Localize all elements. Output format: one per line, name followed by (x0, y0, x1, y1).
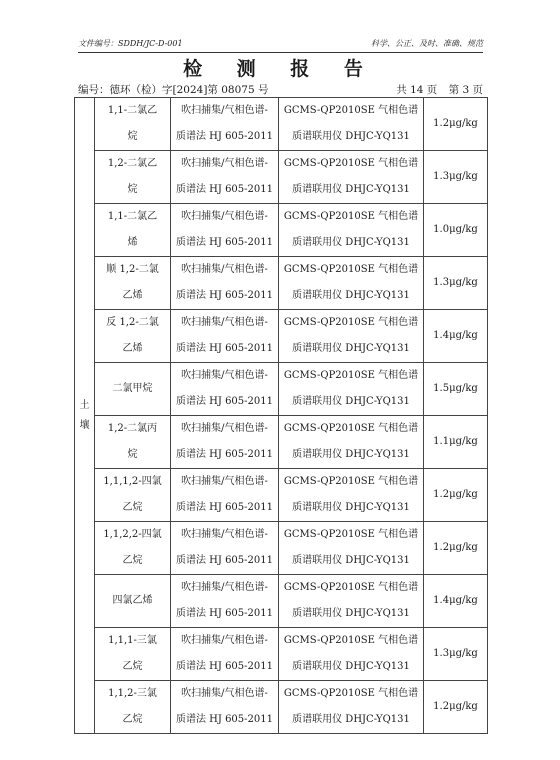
table-row (75, 363, 488, 416)
test-method-cell (171, 363, 279, 416)
instrument-cell-line: 质谱联用仪 DHJC-YQ131 (292, 449, 410, 460)
detection-limit-cell: 1.1μg/kg (424, 416, 488, 469)
detection-limit-cell: 1.3μg/kg (424, 151, 488, 204)
test-item-cell (95, 257, 171, 310)
test-item-cell-line: 1,1,2-三氯 (108, 688, 157, 699)
instrument-cell (279, 98, 424, 151)
instrument-cell-line: GCMS-QP2010SE 气相色谱 (283, 370, 419, 381)
test-method-cell (171, 204, 279, 257)
test-item-cell (95, 575, 171, 628)
test-item-cell-line: 反 1,2-二氯 (106, 317, 159, 328)
report-title: 检 测 报 告 (183, 58, 377, 80)
header-slogan: 科学、公正、及时、准确、规范 (371, 39, 483, 48)
test-item-cell (95, 628, 171, 681)
instrument-cell (279, 257, 424, 310)
instrument-cell-line: 质谱联用仪 DHJC-YQ131 (292, 237, 410, 248)
test-method-cell-line: 质谱法 HJ 605-2011 (175, 343, 273, 354)
report-number: 编号：德环（检）字[2024]第 08075 号 (78, 84, 269, 96)
table-row (75, 98, 488, 151)
test-method-cell-line: 质谱法 HJ 605-2011 (175, 555, 273, 566)
instrument-cell-line: GCMS-QP2010SE 气相色谱 (283, 688, 419, 699)
test-item-cell-line: 乙烷 (122, 661, 143, 672)
instrument-cell-line: GCMS-QP2010SE 气相色谱 (283, 423, 419, 434)
test-item-cell-line: 1,1-二氯乙 (107, 211, 158, 222)
test-method-cell-line: 吹扫捕集/气相色谱- (181, 476, 268, 487)
instrument-cell-line: GCMS-QP2010SE 气相色谱 (283, 317, 419, 328)
test-item-cell (95, 522, 171, 575)
detection-limit-cell: 1.4μg/kg (424, 310, 488, 363)
detection-method-table (74, 97, 488, 734)
test-item-cell-line: 1,1,1-三氯 (108, 635, 157, 646)
detection-limit-cell: 1.0μg/kg (424, 204, 488, 257)
instrument-cell (279, 522, 424, 575)
test-item-cell-line: 1,1,2,2-四氯 (103, 529, 162, 540)
instrument-cell (279, 363, 424, 416)
test-item-cell (95, 469, 171, 522)
instrument-cell (279, 204, 424, 257)
instrument-cell (279, 575, 424, 628)
test-method-cell (171, 522, 279, 575)
table-row (75, 310, 488, 363)
table-row (75, 257, 488, 310)
test-method-cell-line: 吹扫捕集/气相色谱- (181, 105, 268, 116)
instrument-cell-line: GCMS-QP2010SE 气相色谱 (283, 158, 419, 169)
table-row (75, 204, 488, 257)
test-item-cell-line: 二氯甲烷 (112, 383, 153, 394)
test-method-cell-line: 吹扫捕集/气相色谱- (181, 423, 268, 434)
test-method-cell-line: 质谱法 HJ 605-2011 (175, 608, 273, 619)
detection-limit-cell: 1.5μg/kg (424, 363, 488, 416)
instrument-cell (279, 628, 424, 681)
instrument-cell (279, 416, 424, 469)
instrument-cell (279, 681, 424, 734)
header-divider (78, 52, 483, 53)
detection-limit-cell: 1.2μg/kg (424, 522, 488, 575)
test-item-cell-line: 乙烯 (122, 343, 143, 354)
table-row (75, 151, 488, 204)
test-method-cell-line: 吹扫捕集/气相色谱- (181, 264, 268, 275)
test-item-cell-line: 顺 1,2-二氯 (106, 264, 159, 275)
document-number: 文件编号：SDDH/JC-D-001 (78, 39, 183, 48)
test-method-cell-line: 质谱法 HJ 605-2011 (175, 502, 273, 513)
instrument-cell-line: GCMS-QP2010SE 气相色谱 (283, 529, 419, 540)
test-method-cell-line: 质谱法 HJ 605-2011 (175, 184, 273, 195)
instrument-cell-line: 质谱联用仪 DHJC-YQ131 (292, 131, 410, 142)
test-item-cell-line: 1,2-二氯丙 (107, 423, 158, 434)
pages-total: 共 14 页 (396, 84, 438, 96)
test-method-cell-line: 吹扫捕集/气相色谱- (181, 529, 268, 540)
detection-limit-cell: 1.3μg/kg (424, 257, 488, 310)
detection-limit-cell: 1.3μg/kg (424, 628, 488, 681)
test-method-cell (171, 681, 279, 734)
instrument-cell-line: 质谱联用仪 DHJC-YQ131 (292, 714, 410, 725)
test-method-cell-line: 质谱法 HJ 605-2011 (175, 449, 273, 460)
test-method-cell (171, 628, 279, 681)
test-method-cell-line: 质谱法 HJ 605-2011 (175, 237, 273, 248)
detection-limit-cell: 1.2μg/kg (424, 681, 488, 734)
test-item-cell (95, 204, 171, 257)
test-method-cell (171, 98, 279, 151)
test-item-cell-line: 四氯乙烯 (112, 595, 153, 606)
test-method-cell-line: 吹扫捕集/气相色谱- (181, 688, 268, 699)
detection-limit-cell: 1.2μg/kg (424, 469, 488, 522)
test-item-cell (95, 363, 171, 416)
test-method-cell (171, 575, 279, 628)
instrument-cell-line: GCMS-QP2010SE 气相色谱 (283, 476, 419, 487)
instrument-cell-line: GCMS-QP2010SE 气相色谱 (283, 264, 419, 275)
test-method-cell-line: 吹扫捕集/气相色谱- (181, 370, 268, 381)
test-method-cell-line: 质谱法 HJ 605-2011 (175, 290, 273, 301)
test-method-cell-line: 吹扫捕集/气相色谱- (181, 582, 268, 593)
test-item-cell-line: 烷 (127, 131, 138, 142)
table-row (75, 469, 488, 522)
test-item-cell-line: 烷 (127, 449, 138, 460)
test-method-cell (171, 310, 279, 363)
instrument-cell-line: 质谱联用仪 DHJC-YQ131 (292, 661, 410, 672)
table-row (75, 628, 488, 681)
test-item-cell-line: 烯 (127, 237, 138, 248)
test-item-cell-line: 烷 (127, 184, 138, 195)
test-item-cell (95, 151, 171, 204)
report-info-line (78, 82, 483, 97)
test-method-cell (171, 257, 279, 310)
instrument-cell-line: 质谱联用仪 DHJC-YQ131 (292, 343, 410, 354)
test-method-cell (171, 469, 279, 522)
page-current: 第 3 页 (448, 84, 483, 96)
detection-limit-cell: 1.4μg/kg (424, 575, 488, 628)
test-item-cell-line: 乙烷 (122, 714, 143, 725)
test-item-cell-line: 乙烷 (122, 502, 143, 513)
test-item-cell (95, 310, 171, 363)
test-method-cell-line: 吹扫捕集/气相色谱- (181, 317, 268, 328)
test-item-cell-line: 1,1,1,2-四氯 (103, 476, 162, 487)
test-item-cell (95, 416, 171, 469)
test-method-cell (171, 151, 279, 204)
sample-category-char: 壤 (79, 419, 90, 431)
test-method-cell-line: 质谱法 HJ 605-2011 (175, 714, 273, 725)
instrument-cell-line: GCMS-QP2010SE 气相色谱 (283, 635, 419, 646)
sample-category-cell (75, 98, 95, 734)
instrument-cell-line: GCMS-QP2010SE 气相色谱 (283, 582, 419, 593)
instrument-cell (279, 469, 424, 522)
instrument-cell (279, 151, 424, 204)
page-indicator (388, 82, 483, 97)
instrument-cell-line: 质谱联用仪 DHJC-YQ131 (292, 502, 410, 513)
instrument-cell-line: 质谱联用仪 DHJC-YQ131 (292, 396, 410, 407)
table-row (75, 681, 488, 734)
instrument-cell-line: 质谱联用仪 DHJC-YQ131 (292, 290, 410, 301)
instrument-cell (279, 310, 424, 363)
test-method-cell-line: 质谱法 HJ 605-2011 (175, 131, 273, 142)
test-item-cell-line: 1,1-二氯乙 (107, 105, 158, 116)
test-method-cell (171, 416, 279, 469)
running-header (78, 38, 483, 49)
table-row (75, 416, 488, 469)
test-item-cell-line: 乙烷 (122, 555, 143, 566)
test-method-cell-line: 吹扫捕集/气相色谱- (181, 158, 268, 169)
test-item-cell (95, 98, 171, 151)
instrument-cell-line: 质谱联用仪 DHJC-YQ131 (292, 184, 410, 195)
test-method-cell-line: 吹扫捕集/气相色谱- (181, 635, 268, 646)
instrument-cell-line: 质谱联用仪 DHJC-YQ131 (292, 555, 410, 566)
test-item-cell-line: 乙烯 (122, 290, 143, 301)
detection-limit-cell: 1.2μg/kg (424, 98, 488, 151)
test-item-cell-line: 1,2-二氯乙 (107, 158, 158, 169)
table-row (75, 522, 488, 575)
test-method-cell-line: 质谱法 HJ 605-2011 (175, 661, 273, 672)
sample-category-char: 土 (79, 399, 90, 411)
test-method-cell-line: 吹扫捕集/气相色谱- (181, 211, 268, 222)
test-item-cell (95, 681, 171, 734)
table-row (75, 575, 488, 628)
instrument-cell-line: GCMS-QP2010SE 气相色谱 (283, 105, 419, 116)
instrument-cell-line: 质谱联用仪 DHJC-YQ131 (292, 608, 410, 619)
test-method-cell-line: 质谱法 HJ 605-2011 (175, 396, 273, 407)
instrument-cell-line: GCMS-QP2010SE 气相色谱 (283, 211, 419, 222)
